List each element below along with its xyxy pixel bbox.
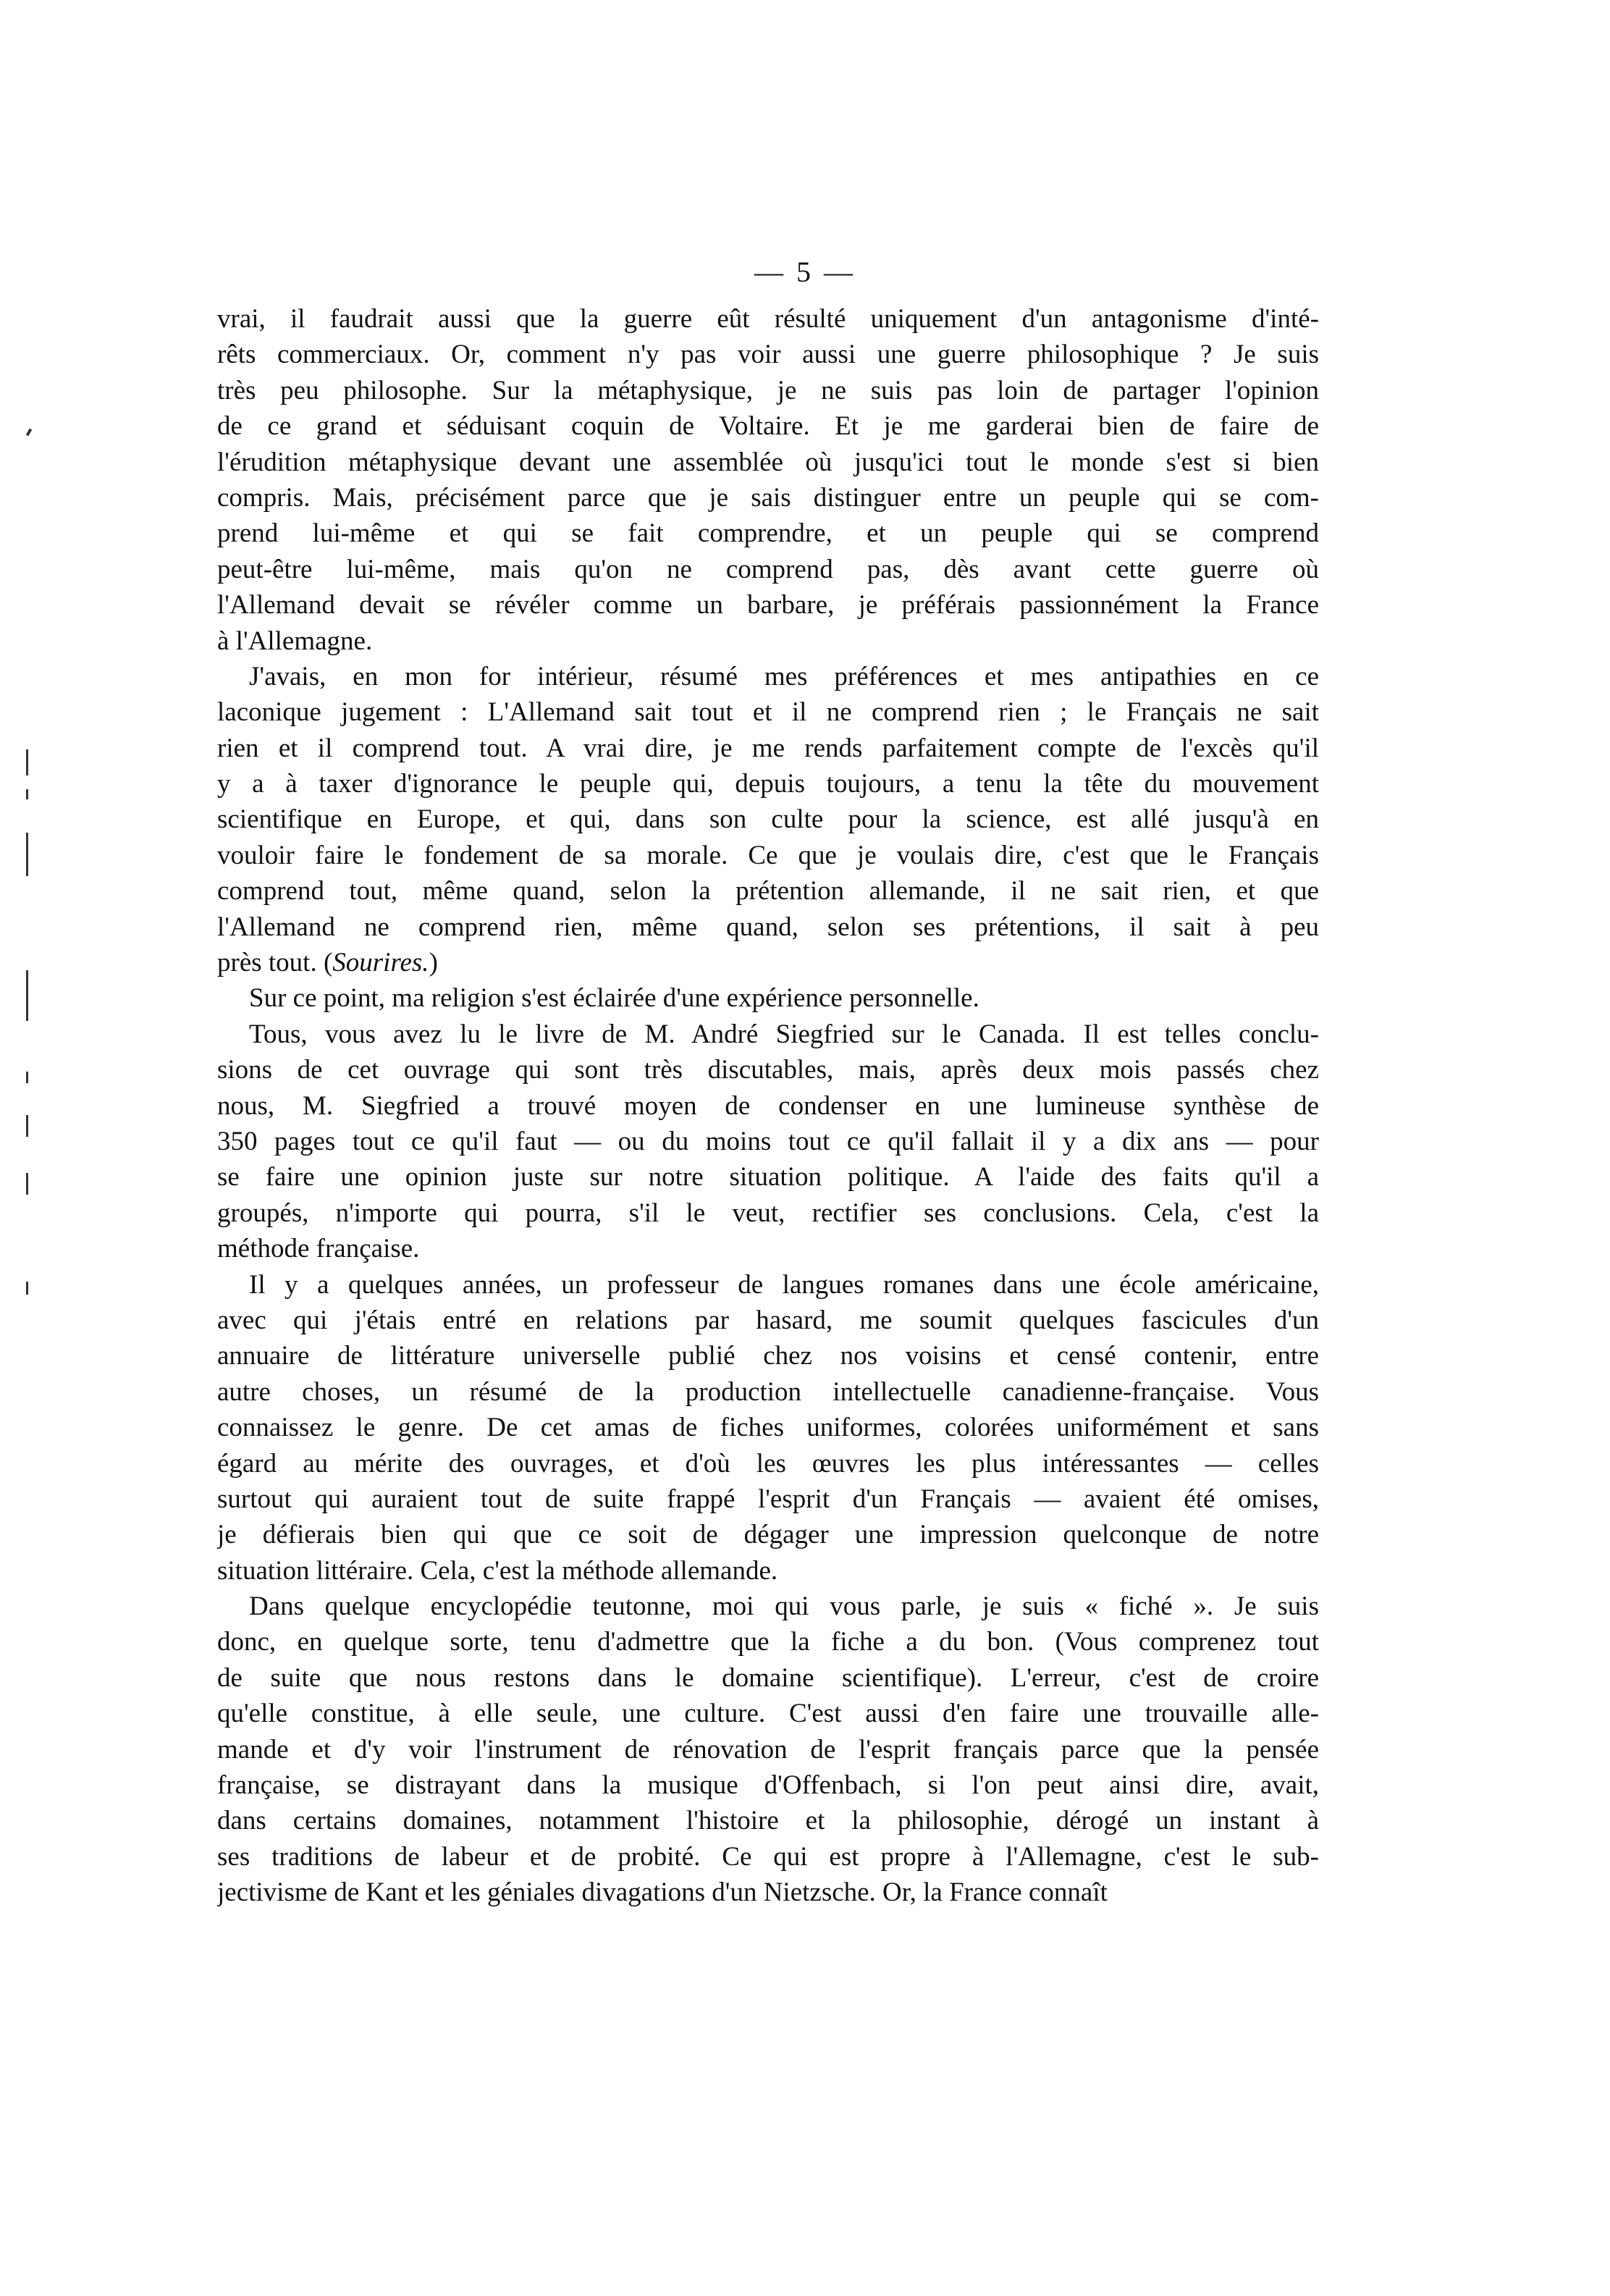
- text-line: autre choses, un résumé de la production intellectuelle canadienne-française. Vous: [217, 1376, 1319, 1407]
- text-line: française, se distrayant dans la musique d'Offenbach, si l'on peut ainsi dire, avait,: [217, 1770, 1319, 1801]
- paragraph: [217, 301, 1319, 659]
- text-line: Il y a quelques années, un professeur de langues romanes dans une école américaine,: [249, 1269, 1319, 1300]
- text-line: l'Allemand devait se révéler comme un barbare, je préférais passionnément la France: [217, 590, 1319, 621]
- paragraph: [217, 1589, 1319, 1911]
- text-line: Dans quelque encyclopédie teutonne, moi qui vous parle, je suis « fiché ». Je suis: [249, 1591, 1319, 1622]
- text-line: groupés, n'importe qui pourra, s'il le veut, rectifier ses conclusions. Cela, c'est la: [217, 1198, 1319, 1228]
- text-line: comprend tout, même quand, selon la prétention allemande, il ne sait rien, et que: [217, 876, 1319, 907]
- text-line: l'érudition métaphysique devant une assemblée où jusqu'ici tout le monde s'est si bien: [217, 447, 1319, 477]
- scan-artifact: [26, 970, 28, 1021]
- paragraph: [217, 1017, 1319, 1267]
- text-line: compris. Mais, précisément parce que je sais distinguer entre un peuple qui se com-: [217, 482, 1319, 513]
- text-line: 350 pages tout ce qu'il faut — ou du moins tout ce qu'il fallait il y a dix ans — pour: [217, 1126, 1319, 1156]
- body-text: [217, 301, 1319, 1911]
- text-line: à l'Allemagne.: [217, 626, 373, 656]
- text-line: vrai, il faudrait aussi que la guerre eût résulté uniquement d'un antagonisme d'inté-: [217, 304, 1319, 334]
- paragraph: [217, 659, 1319, 981]
- page-number: — 5 —: [754, 256, 856, 288]
- text-line: jectivisme de Kant et les géniales divagations d'un Nietzsche. Or, la France connaît: [217, 1877, 1108, 1908]
- text-line: surtout qui auraient tout de suite frappé l'esprit d'un Français — avaient été omises,: [217, 1484, 1319, 1514]
- text-line: avec qui j'étais entré en relations par hasard, me soumit quelques fascicules d'un: [217, 1305, 1319, 1335]
- text-line: rien et il comprend tout. A vrai dire, je me rends parfaitement compte de l'excès qu'il: [217, 733, 1319, 763]
- text-line: dans certains domaines, notamment l'histoire et la philosophie, dérogé un instant à: [217, 1806, 1319, 1836]
- text-line: je défierais bien qui que ce soit de dégager une impression quelconque de notre: [217, 1520, 1319, 1550]
- text-line: y a à taxer d'ignorance le peuple qui, depuis toujours, a tenu la tête du mouvement: [217, 769, 1319, 799]
- text-line: égard au mérite des ouvrages, et d'où les œuvres les plus intéressantes — celles: [217, 1448, 1319, 1479]
- scan-artifact: [26, 789, 28, 799]
- text-line: méthode française.: [217, 1234, 420, 1264]
- text-line: donc, en quelque sorte, tenu d'admettre que la fiche a du bon. (Vous comprenez tout: [217, 1627, 1319, 1657]
- text-line: Tous, vous avez lu le livre de M. André Siegfried sur le Canada. Il est telles conclu-: [249, 1019, 1319, 1049]
- scan-artifact: [26, 1115, 28, 1137]
- scan-artifact: [26, 1072, 28, 1083]
- scan-artifact: [26, 749, 28, 775]
- text-line: J'avais, en mon for intérieur, résumé mes préférences et mes antipathies en ce: [249, 661, 1319, 691]
- text-line: connaissez le genre. De cet amas de fiches uniformes, colorées uniformément et sans: [217, 1413, 1319, 1443]
- text-line: laconique jugement : L'Allemand sait tout et il ne comprend rien ; le Français ne sait: [217, 697, 1319, 728]
- scan-artifact: [26, 1282, 28, 1295]
- text-line: prend lui-même et qui se fait comprendre, et un peuple qui se comprend: [217, 518, 1319, 549]
- scan-artifact: [26, 429, 32, 437]
- text-line: très peu philosophe. Sur la métaphysique, je ne suis pas loin de partager l'opinion: [217, 375, 1319, 405]
- text-line: de suite que nous restons dans le domaine scientifique). L'erreur, c'est de croire: [217, 1662, 1319, 1693]
- text-line: se faire une opinion juste sur notre situation politique. A l'aide des faits qu'il a: [217, 1162, 1319, 1193]
- text-line: Sur ce point, ma religion s'est éclairée d'une expérience personnelle.: [249, 983, 979, 1014]
- text-line: sions de cet ouvrage qui sont très discutables, mais, après deux mois passés chez: [217, 1055, 1319, 1085]
- scan-artifact: [26, 833, 28, 876]
- text-line: vouloir faire le fondement de sa morale. Ce que je voulais dire, c'est que le Français: [217, 840, 1319, 870]
- text-line: situation littéraire. Cela, c'est la méthode allemande.: [217, 1555, 778, 1586]
- text-line: peut-être lui-même, mais qu'on ne comprend pas, dès avant cette guerre où: [217, 554, 1319, 584]
- paragraph: [217, 1267, 1319, 1589]
- text-line: annuaire de littérature universelle publié chez nos voisins et censé contenir, entre: [217, 1341, 1319, 1371]
- text-line: scientifique en Europe, et qui, dans son culte pour la science, est allé jusqu'à en: [217, 804, 1319, 835]
- text-line: de ce grand et séduisant coquin de Voltaire. Et je me garderai bien de faire de: [217, 411, 1319, 442]
- text-line: près tout. (Sourires.): [217, 948, 438, 978]
- text-line: mande et d'y voir l'instrument de rénovation de l'esprit français parce que la pensée: [217, 1734, 1319, 1765]
- text-line: l'Allemand ne comprend rien, même quand, selon ses prétentions, il sait à peu: [217, 912, 1319, 942]
- text-line: ses traditions de labeur et de probité. Ce qui est propre à l'Allemagne, c'est le sub-: [217, 1841, 1319, 1872]
- scan-artifact: [26, 1173, 28, 1195]
- text-line: nous, M. Siegfried a trouvé moyen de condenser en une lumineuse synthèse de: [217, 1090, 1319, 1121]
- text-line: qu'elle constitue, à elle seule, une culture. C'est aussi d'en faire une trouvaille alle-: [217, 1699, 1319, 1729]
- paragraph: [217, 980, 1319, 1016]
- text-line: rêts commerciaux. Or, comment n'y pas voir aussi une guerre philosophique ? Je suis: [217, 340, 1319, 370]
